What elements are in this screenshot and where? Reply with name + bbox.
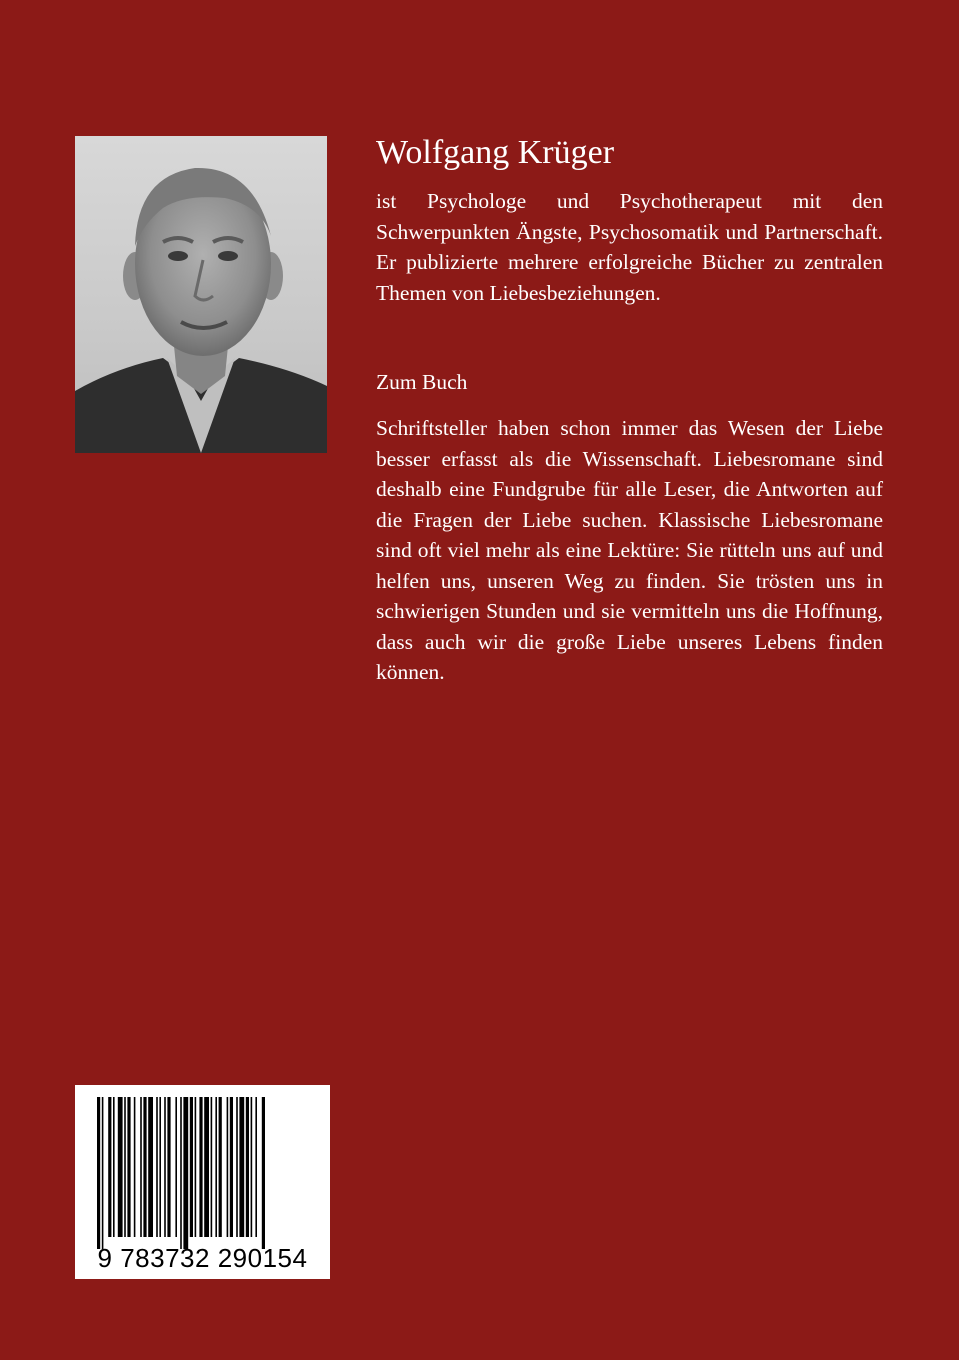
barcode-bar: [230, 1097, 233, 1237]
barcode-bar: [236, 1097, 238, 1237]
barcode-bar: [190, 1097, 193, 1237]
barcode-bar: [199, 1097, 202, 1237]
barcode-bar: [239, 1097, 244, 1237]
barcode-bar: [108, 1097, 111, 1237]
book-description: Schriftsteller haben schon immer das Wesen der Liebe besser erfasst als die Wissenschaft. Liebesromane sind deshalb eine Fundgrube für alle Leser, die Antworten auf die Fragen der Liebe suchen. Klassische Liebesromane sind oft viel mehr als eine Lektüre: Sie rütteln uns auf und helfen uns, unseren Weg zu finden. Sie trösten uns in schwierigen Stunden und sie vermitteln uns die Hoffnung, dass auch wir die große Liebe unseres Lebens finden können.: [376, 416, 883, 684]
isbn-barcode: [75, 1085, 330, 1279]
barcode-bar: [127, 1097, 130, 1237]
barcode-bar: [195, 1097, 197, 1237]
barcode-bar: [180, 1097, 182, 1249]
book-section-heading: Zum Buch: [376, 370, 468, 394]
barcode-bar: [159, 1097, 161, 1237]
barcode-bar: [215, 1097, 217, 1237]
barcode-bar: [148, 1097, 153, 1237]
barcode-bar: [246, 1097, 249, 1237]
barcode-bar: [255, 1097, 257, 1237]
barcode-bar: [251, 1097, 253, 1237]
barcode-bar: [113, 1097, 115, 1237]
barcode-bar: [124, 1097, 126, 1237]
barcode-bar: [175, 1097, 177, 1237]
barcode-bar: [227, 1097, 229, 1237]
barcode-bar: [219, 1097, 222, 1237]
barcode-bar: [164, 1097, 166, 1237]
barcode-bar: [97, 1097, 100, 1249]
isbn-number: 9 783732 290154: [97, 1243, 308, 1273]
barcode-bar: [134, 1097, 136, 1237]
barcode-bar: [102, 1097, 104, 1249]
author-bio: ist Psychologe und Psychotherapeut mit den Schwerpunkten Ängste, Psychosomatik und Partnerschaft. Er publizierte mehrere erfolgreiche Bücher zu zentralen Themen von Liebesbeziehungen.: [376, 189, 883, 305]
barcode-bar: [211, 1097, 213, 1237]
barcode-bar: [118, 1097, 123, 1237]
barcode-bar: [183, 1097, 188, 1249]
author-name: Wolfgang Krüger: [376, 134, 615, 171]
barcode-bar: [262, 1097, 265, 1249]
author-portrait-image: [75, 136, 327, 453]
barcode-bar: [143, 1097, 146, 1237]
barcode-bar: [156, 1097, 158, 1237]
barcode-bar: [140, 1097, 142, 1237]
author-photo: [75, 136, 327, 453]
barcode-bar: [204, 1097, 209, 1237]
barcode-bar: [167, 1097, 170, 1237]
